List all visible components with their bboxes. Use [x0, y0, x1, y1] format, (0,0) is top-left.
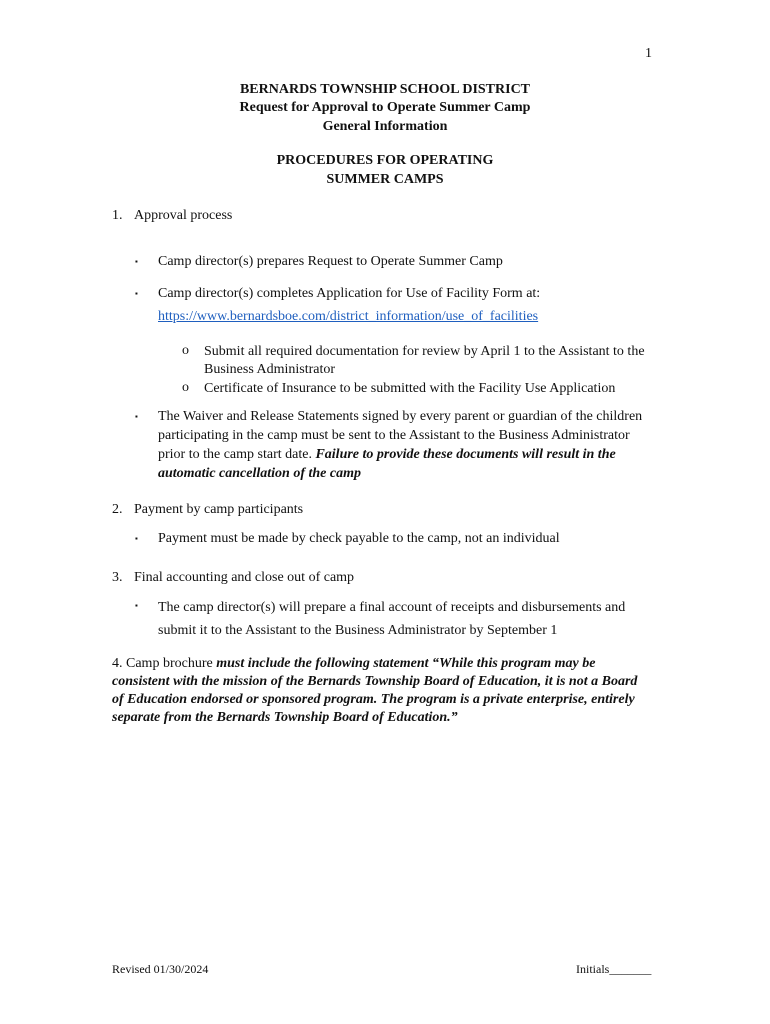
bullet-marker-icon: ▪	[135, 412, 138, 421]
district-title: BERNARDS TOWNSHIP SCHOOL DISTRICT	[239, 82, 531, 97]
cancellation-warning: Failure to provide these documents will result in the automatic cancellation of the camp	[158, 447, 616, 481]
section-3-heading	[112, 570, 354, 586]
facilities-link[interactable]: https://www.bernardsboe.com/district_information/use_of_facilities	[158, 309, 539, 324]
section-2-heading	[112, 502, 303, 518]
section-1-number: 1.	[112, 208, 123, 223]
initials-field: Initials_______	[576, 962, 652, 976]
sub-bullet-icon: o	[182, 343, 189, 358]
bullet-marker-icon: ▪	[135, 289, 138, 298]
procedures-title-line2: SUMMER CAMPS	[326, 172, 444, 187]
bullet-marker-icon: ▪	[135, 257, 138, 266]
s1-sub-2: Certificate of Insurance to be submitted with the Facility Use Application	[204, 381, 616, 396]
procedures-title-line1: PROCEDURES FOR OPERATING	[276, 153, 494, 168]
bullet-marker-icon: ▪	[135, 534, 138, 543]
s2-bullet-1: Payment must be made by check payable to the camp, not an individual	[158, 531, 560, 546]
general-info-title: General Information	[322, 119, 448, 134]
bullet-marker-icon: ▪	[135, 601, 138, 610]
section-1-title: Approval process	[134, 208, 233, 223]
request-title: Request for Approval to Operate Summer Camp	[239, 100, 531, 115]
s1-bullet-3	[158, 407, 643, 483]
s1-sub-1: Submit all required documentation for review by April 1 to the Assistant to the Business Administrator	[204, 344, 645, 377]
section-2-number: 2.	[112, 502, 123, 517]
section-4-paragraph	[112, 655, 652, 727]
brochure-statement: must include the following statement “While this program may be consistent with the mission of the Bernards Township Board of Education, it is not a Board of Education endorsed or sponsored program. The program is a private enterprise, entirely separate from the Bernards Township Board of Education.”	[112, 656, 638, 725]
s1-bullet-1: Camp director(s) prepares Request to Operate Summer Camp	[158, 254, 503, 269]
section-3-number: 3.	[112, 570, 123, 585]
sub-bullet-icon: o	[182, 380, 189, 395]
section-2-title: Payment by camp participants	[134, 502, 304, 517]
waiver-text: The Waiver and Release Statements signed by every parent or guardian of the children participating in the camp must be sent to the Assistant to the Business Administrator prior to the camp start date.	[158, 409, 643, 462]
section-3-title: Final accounting and close out of camp	[134, 570, 355, 585]
s1-bullet-2: Camp director(s) completes Application for Use of Facility Form at:	[158, 286, 541, 301]
page-number: 1	[645, 46, 652, 61]
section-1-heading	[112, 208, 232, 224]
section-4-lead: 4. Camp brochure	[112, 656, 213, 671]
revised-date: Revised 01/30/2024	[112, 962, 209, 976]
s3-bullet-1: The camp director(s) will prepare a final account of receipts and disbursements and submit it to the Assistant to the Business Administrator by September 1	[158, 600, 626, 638]
